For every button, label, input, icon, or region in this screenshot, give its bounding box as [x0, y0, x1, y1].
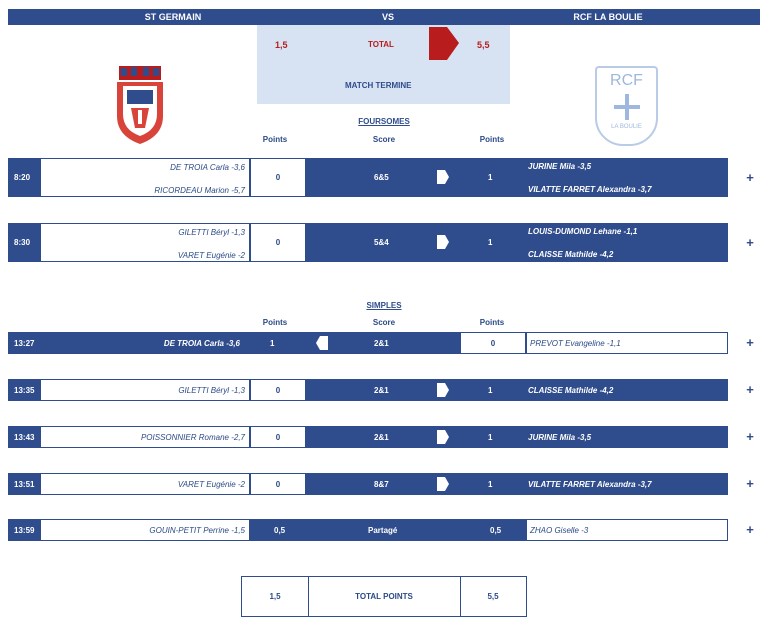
match-time: 8:30 — [8, 223, 40, 262]
right-player: JURINE Mila -3,5 — [528, 433, 592, 442]
total-points-left: 1,5 — [269, 592, 281, 601]
left-points: 0 — [250, 473, 306, 495]
rcf-logo-subtext: LA BOULIE — [611, 124, 642, 130]
right-result-band — [306, 379, 728, 401]
left-result-band — [8, 332, 460, 354]
match-score: 5&4 — [374, 238, 389, 247]
right-result-band — [306, 473, 728, 495]
winner-flag-icon — [437, 477, 449, 491]
rcf-la-boulie-logo — [595, 66, 658, 146]
left-player: DE TROIA Carla -3,6 — [163, 339, 240, 348]
left-player-cell — [40, 426, 250, 448]
right-points: 1 — [488, 386, 493, 395]
match-score: 2&1 — [374, 386, 389, 395]
right-player: ZHAO Giselle -3 — [530, 526, 589, 535]
winner-flag-icon — [437, 430, 449, 444]
simple-match-row[interactable] — [8, 426, 728, 448]
col-points-left: Points — [262, 135, 288, 144]
left-player: VARET Eugénie -2 — [177, 251, 245, 260]
left-player: GILETTI Béryl -1,3 — [178, 386, 245, 395]
expand-button[interactable]: + — [746, 476, 754, 491]
right-points: 0,5 — [490, 526, 502, 535]
winner-flag-icon — [437, 170, 449, 184]
total-points-right: 5,5 — [487, 592, 499, 601]
match-time: 13:35 — [8, 379, 40, 401]
left-player: VARET Eugénie -2 — [177, 480, 245, 489]
match-status: MATCH TERMINE — [345, 81, 412, 90]
left-player: GILETTI Béryl -1,3 — [178, 228, 245, 237]
col-points-left: Points — [262, 318, 288, 327]
winner-flag-icon — [316, 336, 328, 350]
left-points: 0 — [250, 379, 306, 401]
right-player: VILATTE FARRET Alexandra -3,7 — [528, 480, 652, 489]
teams-header-bar — [8, 9, 760, 25]
total-right-score: 5,5 — [477, 40, 490, 50]
match-time: 13:43 — [8, 426, 40, 448]
rcf-logo-text: RCF — [610, 72, 643, 89]
right-points: 1 — [488, 433, 493, 442]
left-points: 0 — [250, 223, 306, 262]
total-points-box — [241, 576, 527, 617]
right-points: 1 — [488, 480, 493, 489]
col-score: Score — [372, 318, 396, 327]
right-player-cell — [526, 519, 728, 541]
cross-icon — [614, 94, 640, 120]
left-players-cell — [40, 158, 250, 197]
right-player: JURINE Mila -3,5 — [528, 162, 592, 171]
expand-button[interactable]: + — [746, 429, 754, 444]
left-player-cell — [40, 519, 250, 541]
total-score-panel — [257, 25, 510, 104]
left-player-cell — [40, 473, 250, 495]
match-time: 13:59 — [8, 519, 40, 541]
right-player: LOUIS-DUMOND Lehane -1,1 — [528, 227, 638, 236]
team-right-name: RCF LA BOULIE — [573, 12, 643, 22]
expand-button[interactable]: + — [746, 235, 754, 250]
match-score: 8&7 — [374, 480, 389, 489]
right-result-band — [306, 223, 728, 262]
left-points: 1 — [270, 339, 275, 348]
simples-title: SIMPLES — [366, 301, 402, 310]
simple-match-row[interactable] — [8, 519, 728, 541]
total-left-score: 1,5 — [275, 40, 288, 50]
winner-flag-icon — [437, 235, 449, 249]
foursome-match-row[interactable] — [8, 223, 728, 262]
st-germain-crest-icon — [113, 64, 167, 146]
left-player: DE TROIA Carla -3,6 — [170, 163, 245, 172]
match-time: 8:20 — [8, 158, 40, 197]
left-points: 0 — [250, 158, 306, 197]
col-points-right: Points — [479, 135, 505, 144]
match-time: 13:27 — [14, 339, 35, 348]
left-players-cell — [40, 223, 250, 262]
right-player: CLAISSE Mathilde -4,2 — [528, 386, 614, 395]
right-player-cell — [526, 332, 728, 354]
left-player: RICORDEAU Marion -5,7 — [154, 186, 245, 195]
right-result-band — [306, 158, 728, 197]
vs-label: VS — [381, 12, 394, 22]
right-points: 0 — [460, 332, 526, 354]
foursomes-title: FOURSOMES — [358, 117, 410, 126]
expand-button[interactable]: + — [746, 522, 754, 537]
col-points-right: Points — [479, 318, 505, 327]
right-points: 1 — [488, 173, 493, 182]
winner-flag-icon — [429, 27, 459, 60]
total-points-label: TOTAL POINTS — [355, 592, 413, 601]
col-score: Score — [372, 135, 396, 144]
left-player-cell — [40, 379, 250, 401]
foursome-match-row[interactable] — [8, 158, 728, 197]
expand-button[interactable]: + — [746, 382, 754, 397]
right-player: VILATTE FARRET Alexandra -3,7 — [528, 185, 652, 194]
winner-flag-icon — [437, 383, 449, 397]
simple-match-row[interactable] — [8, 379, 728, 401]
expand-button[interactable]: + — [746, 170, 754, 185]
match-score: 2&1 — [374, 339, 389, 348]
left-player: POISSONNIER Romane -2,7 — [140, 433, 245, 442]
simple-match-row[interactable] — [8, 332, 728, 354]
right-points: 1 — [488, 238, 493, 247]
match-score: 6&5 — [374, 173, 389, 182]
right-result-band — [306, 426, 728, 448]
right-player: CLAISSE Mathilde -4,2 — [528, 250, 614, 259]
team-left-name: ST GERMAIN — [144, 12, 202, 22]
match-score: Partagé — [368, 526, 398, 535]
match-time: 13:51 — [8, 473, 40, 495]
total-label: TOTAL — [368, 40, 394, 49]
halved-result-band — [250, 519, 526, 541]
left-player: GOUIN-PETIT Perrine -1,5 — [149, 526, 245, 535]
expand-button[interactable]: + — [746, 335, 754, 350]
right-player: PREVOT Evangeline -1,1 — [530, 339, 621, 348]
match-score: 2&1 — [374, 433, 389, 442]
left-points: 0 — [250, 426, 306, 448]
simple-match-row[interactable] — [8, 473, 728, 495]
left-points: 0,5 — [274, 526, 286, 535]
